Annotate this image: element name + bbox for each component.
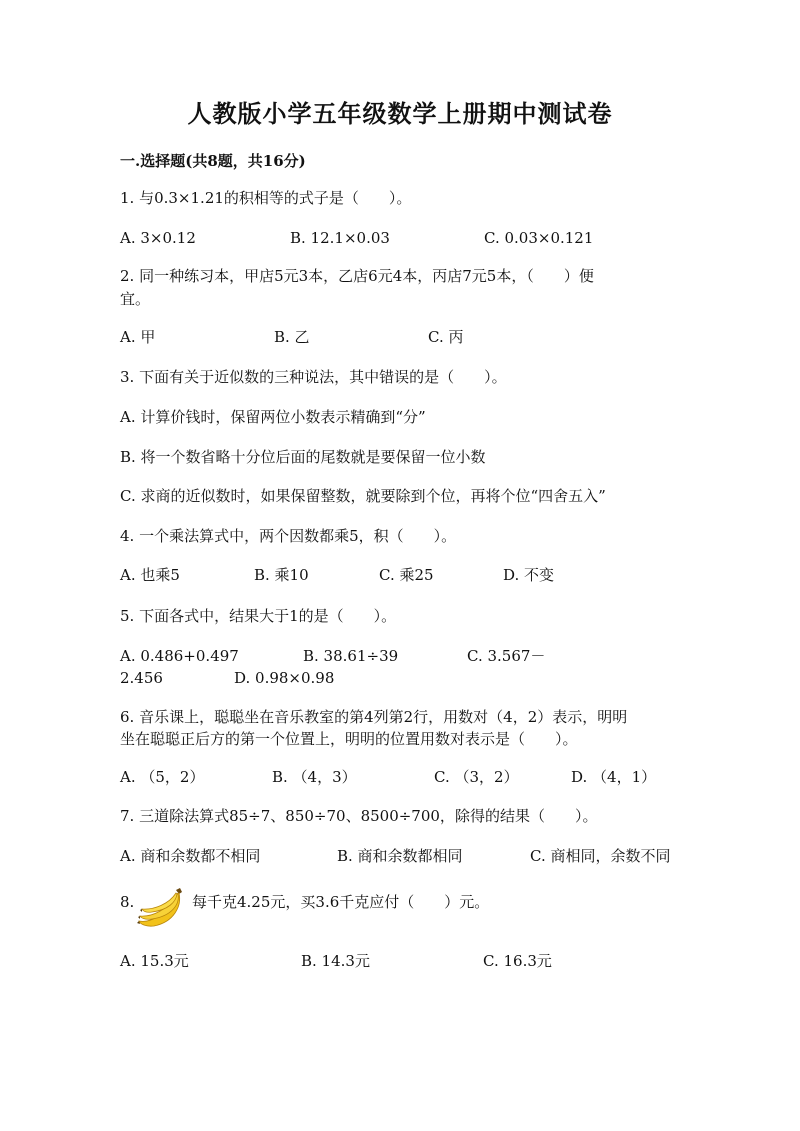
question-5-option-b: B. 38.61÷39 [303, 647, 399, 665]
question-7-option-b: B. 商和余数都相同 [337, 847, 463, 865]
question-5-option-c-continued: 2.456 [120, 669, 163, 687]
question-6-option-c: C. （3，2） [434, 768, 519, 786]
question-3-option-b: B. 将一个数省略十分位后面的尾数就是要保留一位小数 [120, 448, 486, 466]
question-8-option-a: A. 15.3元 [120, 952, 189, 970]
question-6-option-b: B. （4，3） [272, 768, 357, 786]
question-2-option-c: C. 丙 [428, 328, 464, 346]
section-header: 一.选择题(共8题，共16分) [120, 152, 306, 170]
question-5-option-c: C. 3.567－ [467, 647, 546, 665]
question-7-stem: 7. 三道除法算式85÷7、850÷70、8500÷700，除得的结果（ ）。 [120, 807, 598, 825]
question-3-option-a: A. 计算价钱时，保留两位小数表示精确到“分” [120, 408, 426, 426]
question-8-option-b: B. 14.3元 [301, 952, 370, 970]
question-1-stem: 1. 与0.3×1.21的积相等的式子是（ ）。 [120, 189, 412, 207]
question-6-stem-line1: 6. 音乐课上，聪聪坐在音乐教室的第4列第2行，用数对（4，2）表示，明明 [120, 708, 628, 726]
question-1-option-c: C. 0.03×0.121 [484, 229, 594, 247]
question-4-option-c: C. 乘25 [379, 566, 434, 584]
question-7-option-a: A. 商和余数都不相同 [120, 847, 261, 865]
page-title: 人教版小学五年级数学上册期中测试卷 [187, 99, 613, 128]
question-3-option-c: C. 求商的近似数时，如果保留整数，就要除到个位，再将个位“四舍五入” [120, 487, 606, 505]
question-1-option-b: B. 12.1×0.03 [290, 229, 390, 247]
question-4-option-d: D. 不变 [503, 566, 555, 584]
question-8-number: 8. [120, 893, 135, 911]
question-2-stem-line1: 2. 同一种练习本，甲店5元3本，乙店6元4本，丙店7元5本，（ ）便 [120, 267, 594, 285]
question-2-stem-line2: 宜。 [120, 290, 151, 308]
question-3-stem: 3. 下面有关于近似数的三种说法，其中错误的是（ ）。 [120, 368, 507, 386]
question-2-option-a: A. 甲 [120, 328, 156, 346]
question-6-option-d: D. （4，1） [571, 768, 657, 786]
question-6-stem-line2: 坐在聪聪正后方的第一个位置上，明明的位置用数对表示是（ ）。 [120, 730, 578, 748]
question-6-option-a: A. （5，2） [120, 768, 205, 786]
question-7-option-c: C. 商相同，余数不同 [530, 847, 671, 865]
question-4-stem: 4. 一个乘法算式中，两个因数都乘5，积（ ）。 [120, 527, 457, 545]
question-5-option-a: A. 0.486+0.497 [120, 647, 239, 665]
question-8-stem: 每千克4.25元，买3.6千克应付（ ）元。 [192, 893, 490, 911]
question-1-option-a: A. 3×0.12 [120, 229, 196, 247]
question-2-option-b: B. 乙 [274, 328, 310, 346]
banana-icon [136, 886, 188, 930]
question-4-option-b: B. 乘10 [254, 566, 309, 584]
question-5-option-d: D. 0.98×0.98 [234, 669, 335, 687]
question-5-stem: 5. 下面各式中，结果大于1的是（ ）。 [120, 607, 397, 625]
question-8-option-c: C. 16.3元 [483, 952, 552, 970]
question-4-option-a: A. 也乘5 [120, 566, 180, 584]
